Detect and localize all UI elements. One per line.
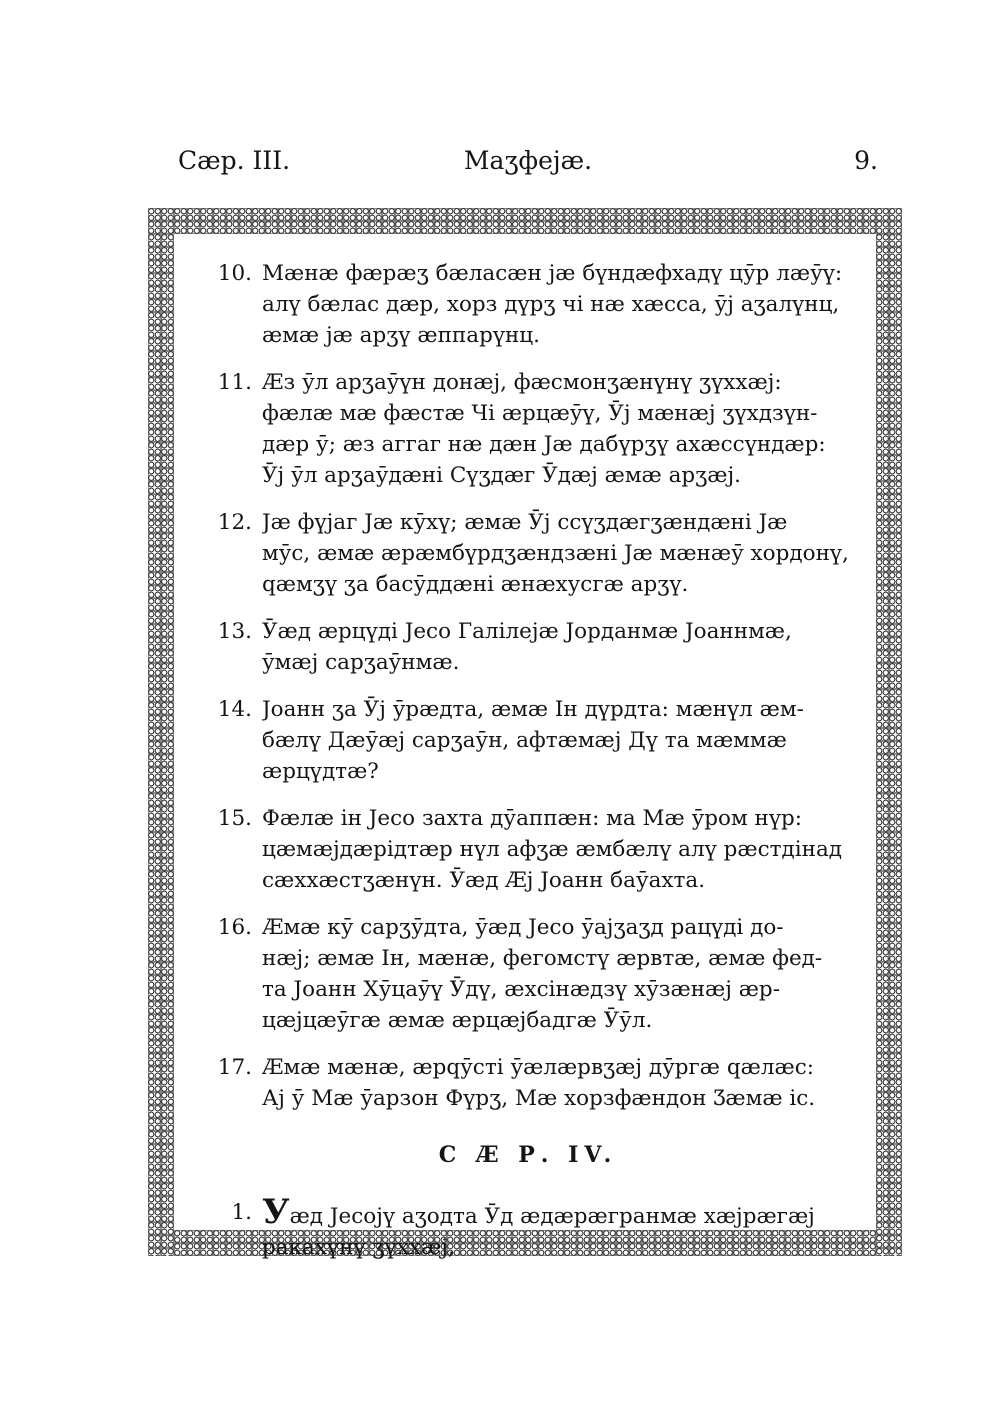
book-title: Маʒфејæ. — [463, 146, 593, 175]
verse-text — [262, 912, 858, 1036]
drop-cap: У — [262, 1197, 290, 1232]
verse-line: Фæлæ ін Јесо захта дӯаппæн: ма Мæ ӯром нүр: — [262, 806, 802, 831]
verse-text — [262, 803, 858, 896]
verse-line: фæлæ мæ фæстæ Чі æрцæӯү, Ӯј мæнæј ʒүхдзүн- — [262, 401, 818, 426]
verse-text — [262, 694, 858, 787]
verse-number: 13. — [217, 619, 252, 644]
verse-line: дæр ӯ; æз аггаг нæ дæн Јæ дабүрʒү ахæссүндæр: — [262, 432, 826, 457]
verse-number: 12. — [217, 510, 252, 535]
verse — [198, 507, 858, 600]
verse — [198, 694, 858, 787]
verse-number: 14. — [217, 697, 252, 722]
verse-line: алү бæлас дæр, хорз дүрʒ чі нæ хæсса, ӯј аʒалүнц, — [262, 292, 840, 317]
verse — [198, 367, 858, 491]
verse — [198, 1052, 858, 1114]
verse-text — [262, 367, 858, 491]
verse-line: сæххæстʒæнүн. Ӯæд Æј Јоанн баӯахта. — [262, 868, 706, 893]
verse-number: 1. — [231, 1200, 252, 1225]
verse-line: Ӯæд æрцүді Јесо Галілејæ Јорданмæ Јоаннмæ, — [262, 619, 792, 644]
verse-line: цæмæјдæрідтæр нүл афʒæ æмбæлү алү рæстдінад — [262, 837, 843, 862]
chapter-heading: С Æ Р. IV. — [438, 1142, 618, 1168]
verse-line: мӯс, æмæ æрæмбүрдʒæндзæні Јæ мæнæӯ хордонү, — [262, 541, 849, 566]
verse-number: 17. — [217, 1055, 252, 1080]
page-header — [178, 146, 878, 186]
verse-text — [262, 1197, 858, 1263]
verse-number: 10. — [217, 261, 252, 286]
verse-line: Ӯј ӯл арʒаӯдæні Сүʒдæг Ӯдæј æмæ арʒæј. — [262, 463, 742, 488]
verse — [198, 803, 858, 896]
chapter-running-head: Сæр. III. — [178, 146, 291, 175]
verse-number: 15. — [217, 806, 252, 831]
verse-line: ӯмæј сарʒаӯнмæ. — [262, 650, 460, 675]
verse-text — [262, 258, 858, 351]
verse-line — [262, 1197, 858, 1232]
verse-list — [198, 258, 858, 1114]
verse — [198, 616, 858, 678]
verse-line: æрцүдтæ? — [262, 759, 379, 784]
verse-line: Æмæ мæнæ, æрqӯсті ӯæлæрвʒæј дӯргæ qæлæс: — [262, 1055, 814, 1080]
verse-line: æмæ јæ арʒү æппарүнц. — [262, 323, 540, 348]
verse-line: qæмʒү ʒа басӯддæні æнæхусгæ арʒү. — [262, 572, 689, 597]
verse-line: бæлү Дæӯæј сарʒаӯн, афтæмæј Дү та мæммæ — [262, 728, 787, 753]
verse-text — [262, 507, 858, 600]
verse-line: Æмæ кӯ сарʒӯдта, ӯæд Јесо ӯајʒаʒд рацүді до- — [262, 915, 784, 940]
verse-line: цæјцæӯгæ æмæ æрцæјбадгæ Ӯӯл. — [262, 1008, 653, 1033]
verse-line: та Јоанн Хӯцаӯү Ӯдү, æхсінæдзү хӯзæнæј æр- — [262, 977, 780, 1002]
border-top — [148, 208, 902, 234]
verse-line: Мæнæ фæрæʒ бæласæн јæ бүндæфхадү цӯр лæӯү: — [262, 261, 843, 286]
verse-number: 16. — [217, 915, 252, 940]
page-number: 9. — [854, 146, 878, 175]
verse — [198, 258, 858, 351]
verse-line: Æз ӯл арʒаӯүн донæј, фæсмонʒæнүнү ʒүххæј: — [262, 370, 782, 395]
verse-line: Ај ӯ Мæ ӯарзон Фүрʒ, Мæ хорзфæндон Ʒæмæ іс. — [262, 1086, 816, 1111]
verse-line: Јæ фүјаг Јæ кӯхү; æмæ Ӯј ссүʒдæгʒæндæні Јæ — [262, 510, 788, 535]
verse-line: Јоанн ʒа Ӯј ӯрæдта, æмæ Ін дүрдта: мæнүл æм- — [262, 697, 804, 722]
border-right — [876, 208, 902, 1256]
verse — [198, 912, 858, 1036]
verse-number: 11. — [217, 370, 252, 395]
verse-text — [262, 1052, 858, 1114]
verse-text — [262, 616, 858, 678]
verse-line: ракахүнү ʒүххæј, — [262, 1235, 455, 1260]
verse-line: нæј; æмæ Ін, мæнæ, фегомстү æрвтæ, æмæ фед- — [262, 946, 823, 971]
text-column — [198, 258, 858, 1279]
verse — [198, 1197, 858, 1263]
first-line-text: æд Јесојү аʒодта Ӯд æдæрæгранмæ хæјрæгæј — [289, 1204, 815, 1229]
border-left — [148, 208, 174, 1256]
